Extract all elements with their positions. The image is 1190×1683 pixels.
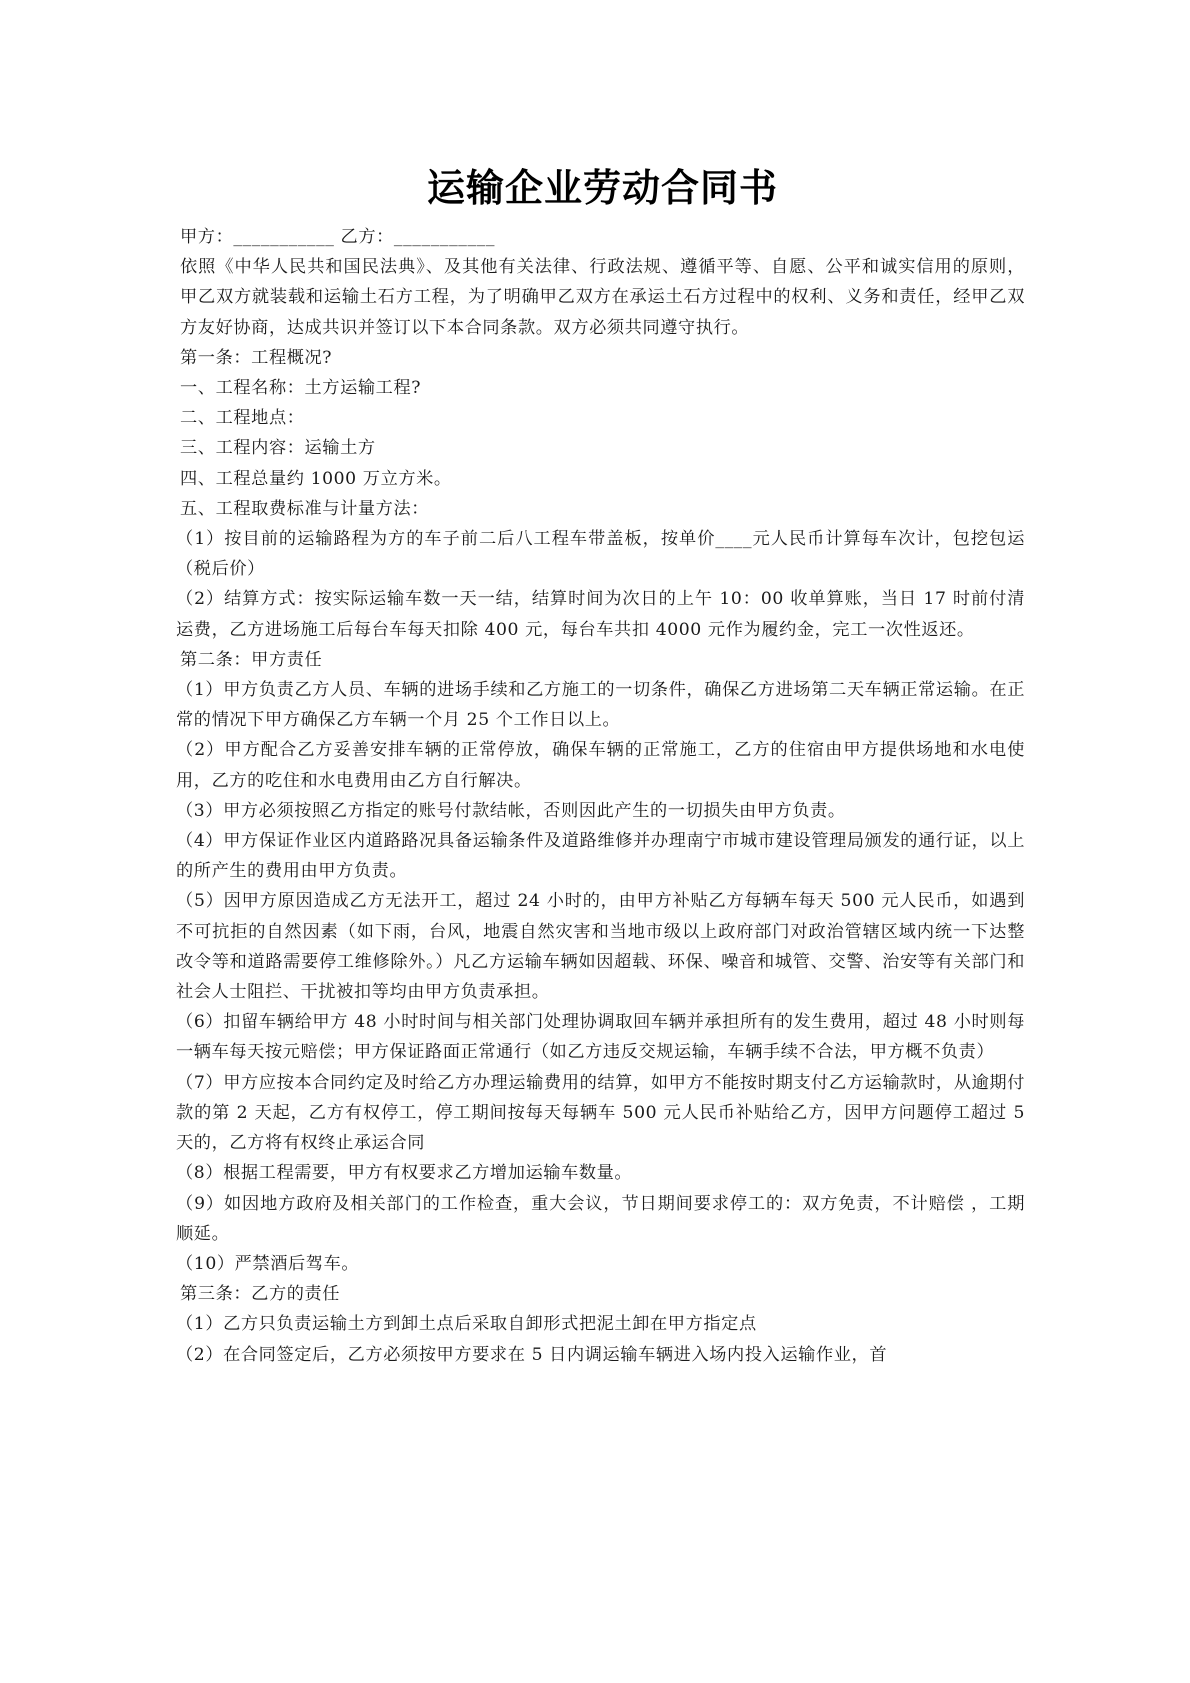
- document-page: [176, 160, 1025, 1370]
- article-1-item-pricing: 五、工程取费标准与计量方法：: [180, 498, 430, 519]
- article-2-clause: （1）甲方负责乙方人员、车辆的进场手续和乙方施工的一切条件，确保乙方进场第二天车辆正常运输。在正常的情况下甲方确保乙方车辆一个月 25 个工作日以上。: [176, 680, 1025, 731]
- article-1-item-location: 二、工程地点：: [180, 408, 305, 429]
- article-1-item-name: 一、工程名称：土方运输工程?: [180, 378, 422, 399]
- article-2-clause: （10）严禁酒后驾车。: [176, 1253, 360, 1274]
- intro-paragraph: 依照《中华人民共和国民法典》、及其他有关法律、行政法规、遵循平等、自愿、公平和诚实信用的原则，甲乙双方就装载和运输土石方工程，为了明确甲乙双方在承运土石方过程中的权利、义务和责任，经甲乙双方友好协商，达成共识并签订以下本合同条款。双方必须共同遵守执行。: [180, 257, 1025, 338]
- article-1-clause: （2）结算方式：按实际运输车数一天一结，结算时间为次日的上午 10：00 收单算账，当日 17 时前付清运费，乙方进场施工后每台车每天扣除 400 元，每台车共扣 4000 元作为履约金，完工一次性返还。: [176, 589, 1025, 640]
- article-1-item-content: 三、工程内容：运输土方: [180, 438, 376, 459]
- article-1-clause: （1）按目前的运输路程为方的车子前二后八工程车带盖板，按单价____元人民币计算每车次计，包挖包运（税后价）: [176, 529, 1025, 580]
- article-2-heading: 第二条：甲方责任: [180, 649, 323, 670]
- article-2-clause: （7）甲方应按本合同约定及时给乙方办理运输费用的结算，如甲方不能按时期支付乙方运输款时，从逾期付款的第 2 天起，乙方有权停工，停工期间按每天每辆车 500 元人民币补贴给乙方，因甲方问题停工超过 5 天的，乙方将有权终止承运合同: [176, 1072, 1025, 1154]
- article-3-heading: 第三条：乙方的责任: [180, 1284, 341, 1305]
- document-title: 运输企业劳动合同书: [426, 166, 778, 210]
- article-2-clause: （6）扣留车辆给甲方 48 小时时间与相关部门处理协调取回车辆并承担所有的发生费用，超过 48 小时则每一辆车每天按元赔偿；甲方保证路面正常通行（如乙方违反交规运输，车辆手续不合法，甲方概不负责）: [176, 1012, 1025, 1063]
- article-2-clause: （9）如因地方政府及相关部门的工作检查，重大会议，节日期间要求停工的：双方免责，不计赔偿 ，工期顺延。: [176, 1193, 1025, 1244]
- article-3-clause: （1）乙方只负责运输土方到卸土点后采取自卸形式把泥土卸在甲方指定点: [176, 1314, 757, 1335]
- article-2-clause: （4）甲方保证作业区内道路路况具备运输条件及道路维修并办理南宁市城市建设管理局颁发的通行证，以上的所产生的费用由甲方负责。: [176, 831, 1025, 882]
- parties-line: 甲方：___________ 乙方：___________: [180, 227, 496, 247]
- article-2-clause: （3）甲方必须按照乙方指定的账号付款结帐，否则因此产生的一切损失由甲方负责。: [176, 800, 846, 821]
- article-1-item-volume: 四、工程总量约 1000 万立方米。: [180, 468, 452, 489]
- article-2-clause: （5）因甲方原因造成乙方无法开工，超过 24 小时的，由甲方补贴乙方每辆车每天 500 元人民币，如遇到不可抗拒的自然因素（如下雨，台风，地震自然灾害和当地市级以上政府部门对政治管辖区域内统一下达整改令等和道路需要停工维修除外。）凡乙方运输车辆如因超载、环保、噪音和城管、交警、治安等有关部门和社会人士阻拦、干扰被扣等均由甲方负责承担。: [176, 891, 1025, 1003]
- article-2-clause: （2）甲方配合乙方妥善安排车辆的正常停放，确保车辆的正常施工，乙方的住宿由甲方提供场地和水电使用，乙方的吃住和水电费用由乙方自行解决。: [176, 740, 1025, 791]
- article-1-heading: 第一条：工程概况?: [180, 347, 333, 368]
- article-3-clause: （2）在合同签定后，乙方必须按甲方要求在 5 日内调运输车辆进入场内投入运输作业，首: [176, 1344, 888, 1365]
- article-2-clause: （8）根据工程需要，甲方有权要求乙方增加运输车数量。: [176, 1163, 633, 1184]
